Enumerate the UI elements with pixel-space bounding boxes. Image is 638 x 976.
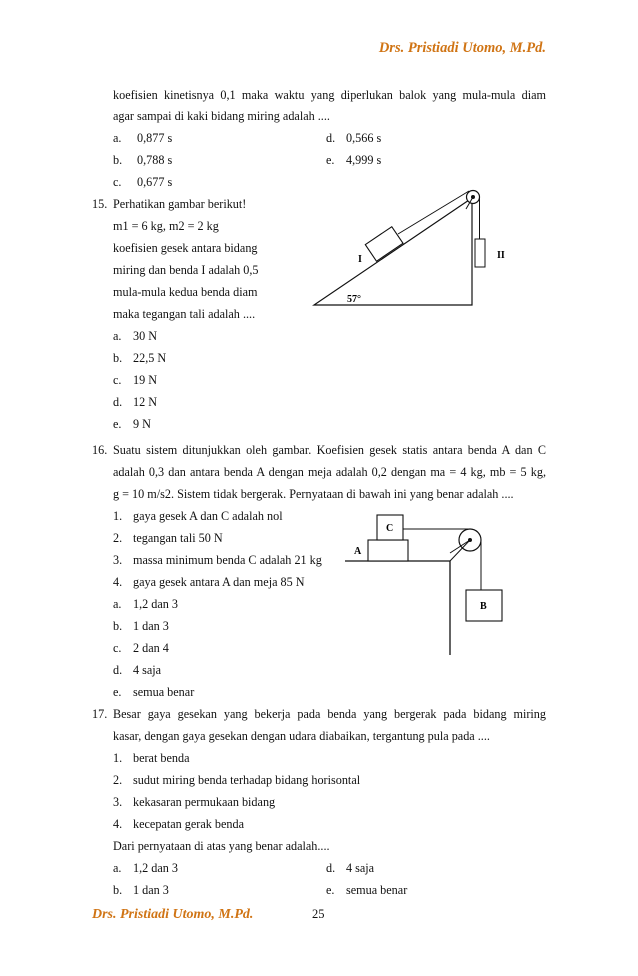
q15-line6: maka tegangan tali adalah .... xyxy=(113,307,256,321)
q15-line3: koefisien gesek antara bidang xyxy=(113,241,258,255)
label-block-2: II xyxy=(497,250,505,261)
q16-number: 16. xyxy=(92,443,108,457)
q14-text-line1: koefisien kinetisnya 0,1 maka waktu yang diperlukan balok yang mula-mula diam xyxy=(113,88,546,102)
q15-line4: miring dan benda I adalah 0,5 xyxy=(113,263,259,277)
q15-line1: Perhatikan gambar berikut! xyxy=(113,197,247,211)
q15-line5: mula-mula kedua benda diam xyxy=(113,285,258,299)
page-number: 25 xyxy=(312,907,325,921)
page-header-author: Drs. Pristiadi Utomo, M.Pd. xyxy=(378,40,546,56)
label-block-1: I xyxy=(358,254,362,265)
q16-line2: adalah 0,3 dan antara benda A dengan meja adalah 0,2 dengan ma = 4 kg, mb = 5 kg, xyxy=(113,465,546,479)
q15-number: 15. xyxy=(92,197,108,211)
page-footer-author: Drs. Pristiadi Utomo, M.Pd. xyxy=(92,907,254,922)
q17-line2: kasar, dengan gaya gesekan dengan udara diabaikan, tergantung pula pada .... xyxy=(113,729,490,743)
block-a xyxy=(368,540,408,561)
label-angle: 57° xyxy=(347,294,361,305)
q16-line1: Suatu sistem ditunjukkan oleh gambar. Koefisien gesek statis antara benda A dan C xyxy=(113,443,546,457)
q17-line1: Besar gaya gesekan yang bekerja pada benda yang bergerak pada bidang miring xyxy=(113,707,546,721)
q17-conclusion: Dari pernyataan di atas yang benar adalah.... xyxy=(113,839,330,853)
q14-text-line2: agar sampai di kaki bidang miring adalah .... xyxy=(113,109,330,123)
q16-line3: g = 10 m/s2. Sistem tidak bergerak. Pernyataan di bawah ini yang benar adalah .... xyxy=(113,487,514,501)
label-c: C xyxy=(386,523,394,534)
q15-line2: m1 = 6 kg, m2 = 2 kg xyxy=(113,219,219,233)
label-b: B xyxy=(480,601,487,612)
label-a: A xyxy=(354,546,362,557)
q17-number: 17. xyxy=(92,707,108,721)
